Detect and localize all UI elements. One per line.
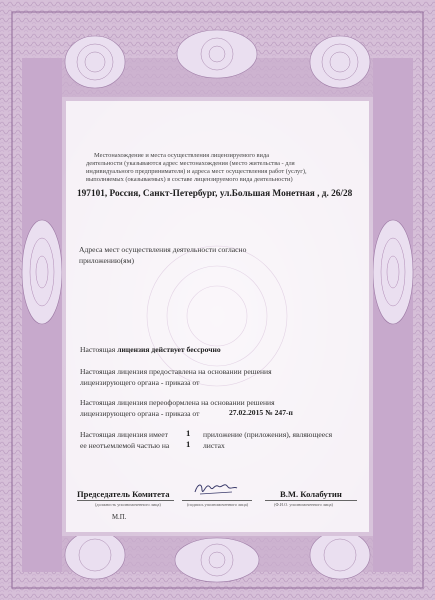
position-caption: (должность уполномоченного лица) (95, 502, 161, 507)
granted-line1: Настоящая лицензия предоставлена на основании решения (80, 367, 272, 376)
reissued-line1: Настоящая лицензия переоформлена на основании решения (80, 398, 275, 407)
name-caption: (Ф.И.О. уполномоченного лица) (274, 502, 333, 507)
location-caption-line4: выполняемых (оказываемых) в составе лицензируемого вида деятельности) (86, 176, 293, 183)
granted-line2: лицензирующего органа - приказа от (80, 378, 200, 387)
signatory-position: Председатель Комитета (77, 489, 170, 499)
appendix-count2: 1 (186, 439, 191, 449)
position-rule (77, 500, 174, 501)
places-line1: Адреса мест осуществления деятельности согласно (79, 245, 247, 254)
appendix-line1-text: Настоящая лицензия имеет (80, 430, 168, 439)
reissue-date-number: 27.02.2015 № 247-п (229, 408, 293, 417)
location-caption-line2: деятельности (указываются адрес местонахождения (место жительства - для (86, 160, 295, 167)
signature-rule (182, 500, 252, 501)
validity-statement (80, 346, 221, 354)
validity-term: лицензия действует бессрочно (117, 345, 221, 354)
appendix-line2-rest: листах (203, 441, 225, 450)
validity-prefix: Настоящая (80, 345, 116, 354)
stamp-place: М.П. (112, 514, 127, 521)
appendix-count1: 1 (186, 428, 191, 438)
name-rule (265, 500, 357, 501)
location-caption-line3: индивидуального предпринимателя) и адреса мест осуществления работ (услуг), (86, 168, 307, 175)
reissued-line2: лицензирующего органа - приказа от (80, 409, 200, 418)
signatory-name: В.М. Колабутин (280, 489, 342, 499)
address: 197101, Россия, Санкт-Петербург, ул.Большая Монетная , д. 26/28 (77, 189, 353, 199)
appendix-line2-text: ее неотъемлемой частью на (80, 441, 170, 450)
places-line2: приложению(ям) (79, 256, 134, 265)
appendix-line1-rest: приложение (приложения), являющееся (203, 430, 333, 439)
signature-caption: (подпись уполномоченного лица) (187, 502, 249, 507)
location-caption-line1: Местонахождение и места осуществления лицензируемого вида (94, 152, 270, 159)
handwritten-signature (192, 478, 240, 500)
